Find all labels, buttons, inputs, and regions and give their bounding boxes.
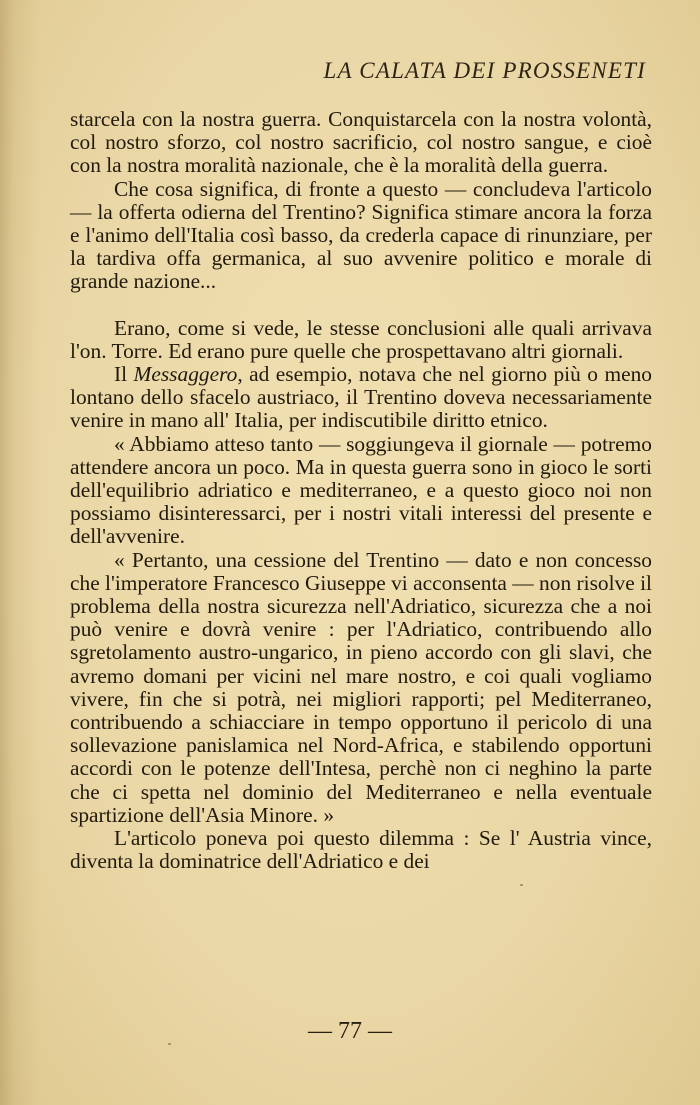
page-number: — 77 — — [308, 1018, 392, 1044]
paragraph-quote-conclusion: Che cosa significa, di fronte a questo — concludeva l'articolo — la offerta odierna del Trentino? Significa stimare ancora la forza e l'animo dell'Italia così basso, da crederla capace di rinunziare, per la tardiva offa germanica, al suo avvenire politico e morale di grande nazione... — [70, 176, 652, 294]
paragraph-quote-waited: « Abbiamo atteso tanto — soggiungeva il giornale — potremo attendere ancora un poco. Ma in questa guerra sono in gioco le sorti dell'equilibrio adriatico e mediterraneo, e a questo gioco noi non possiamo disinteressarci, per i nostri vitali interessi del presente e dell'avvenire. — [70, 431, 652, 549]
paragraph-messaggero-rest: , ad esempio, notava che nel giorno più o meno lontano dello sfacelo austriaco, il Trentino doveva necessariamente venire in mano all' Italia, per indiscutibile diritto etnico. — [70, 362, 652, 433]
paragraph-messaggero-lead: Il — [114, 362, 134, 387]
paragraph-conclusions: Erano, come si vede, le stesse conclusioni alle quali arrivava l'on. Torre. Ed erano pure quelle che prospettavano altri giornali. — [70, 315, 652, 363]
paper-speck — [168, 1043, 171, 1045]
paragraph-dilemma: L'articolo poneva poi questo dilemma : Se l' Austria vince, diventa la dominatrice dell'Adriatico e dei — [70, 826, 652, 874]
running-title: LA CALATA DEI PROSSENETI — [323, 58, 646, 83]
paragraph-quote-cession: « Pertanto, una cessione del Trentino — dato e non concesso che l'imperatore Francesco Giuseppe vi acconsenta — non risolve il problema della nostra sicurezza nell'Adriatico, sicurezza che a noi può venire e dovrà venire : per l'Adriatico, contribuendo allo sgretolamento austro-ungarico, in pieno accordo con gli slavi, che avremo domani per vicini nel mare nostro, e coi quali vogliamo vivere, fin che si potrà, nei migliori rapporti; pel Mediterraneo, contribuendo a schiacciare in tempo opportuno il pericolo di una sollevazione panislamica nel Nord-Africa, e stabilendo opportuni accordi con le potenze dell'Intesa, perchè non ci neghino la parte che ci spetta nel dominio del Mediterraneo e nella eventuale spartizione dell'Asia Minore. » — [70, 547, 652, 827]
paragraph-continuation: starcela con la nostra guerra. Conquistarcela con la nostra volontà, col nostro sforzo, col nostro sacrificio, col nostro sangue, e cioè con la nostra moralità nazionale, che è la moralità della guerra. — [70, 107, 652, 178]
newspaper-title-messaggero: Messaggero — [133, 362, 238, 387]
paragraph-messaggero — [70, 363, 652, 433]
page-body — [70, 108, 652, 874]
paper-speck — [520, 884, 523, 886]
